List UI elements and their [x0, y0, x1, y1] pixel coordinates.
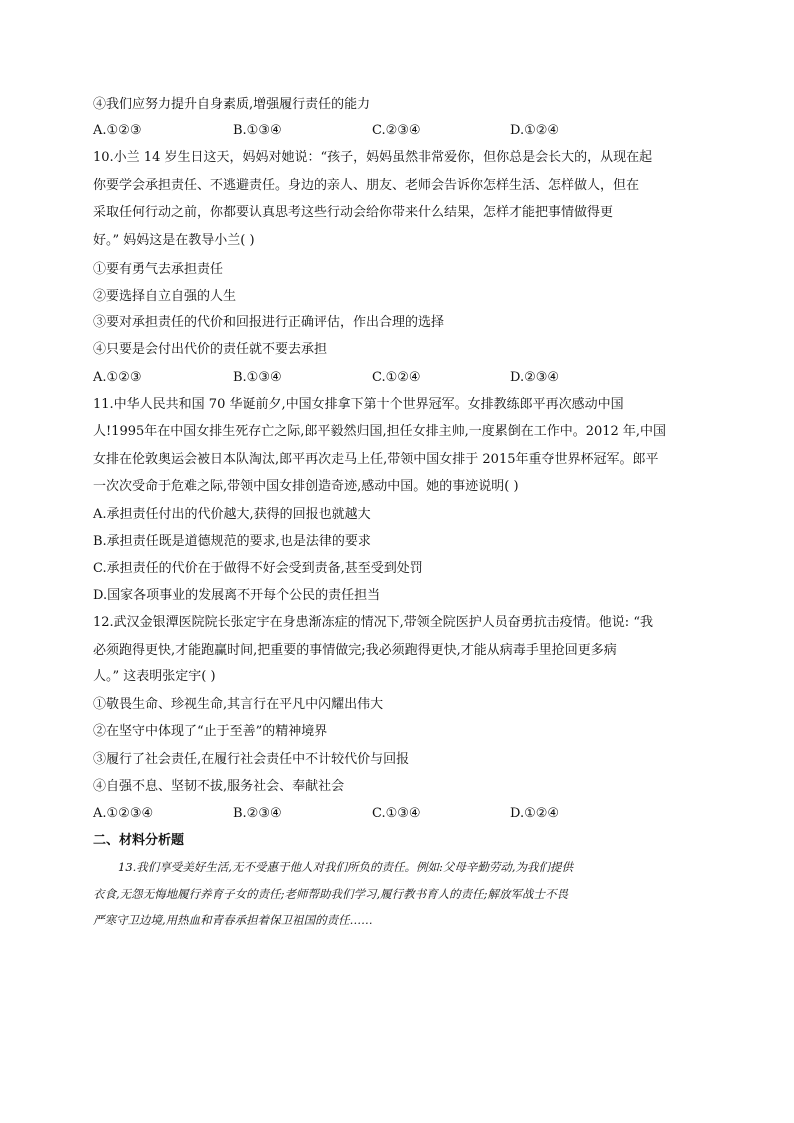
- q12-option-d: D.①②④: [510, 806, 560, 821]
- q10-item-1: ①要有勇气去承担责任: [93, 262, 224, 277]
- q13-material-line-2: 衣食,无怨无悔地履行养育子女的责任;老师帮助我们学习,履行教书育人的责任;解放军战士不畏: [93, 887, 569, 901]
- q10-stem-line-1: 10.小兰 14 岁生日这天，妈妈对她说：“孩子，妈妈虽然非常爱你，但你总是会长大的，从现在起: [93, 150, 653, 165]
- q12-stem-line-2: 必须跑得更快,才能跑赢时间,把重要的事情做完;我必须跑得更快,才能从病毒手里抢回更多病: [93, 643, 617, 658]
- q12-option-a: A.①②③④: [93, 806, 154, 821]
- q11-stem-line-1: 11.中华人民共和国 70 华诞前夕,中国女排拿下第十个世界冠军。女排教练郎平再次感动中国: [93, 397, 624, 412]
- q10-option-d: D.②③④: [510, 370, 560, 385]
- q12-option-b: B.②③④: [233, 806, 282, 821]
- q12-item-2: ②在坚守中体现了“止于至善”的精神境界: [93, 724, 328, 739]
- q10-option-c: C.①②④: [372, 370, 421, 385]
- q9-option-c: C.②③④: [372, 123, 421, 138]
- q9-options: [93, 123, 713, 139]
- q9-option-d: D.①②④: [510, 123, 560, 138]
- q9-item-4: ④我们应努力提升自身素质,增强履行责任的能力: [93, 97, 371, 112]
- q12-item-1: ①敬畏生命、珍视生命,其言行在平凡中闪耀出伟大: [93, 697, 384, 712]
- q11-stem-line-4: 一次次受命于危难之际,带领中国女排创造奇迹,感动中国。她的事迹说明( ): [93, 479, 519, 494]
- q9-option-a: A.①②③: [93, 123, 142, 138]
- q12-option-c: C.①③④: [372, 806, 421, 821]
- q11-choice-c: C.承担责任的代价在于做得不好会受到责备,甚至受到处罚: [93, 561, 423, 576]
- q10-item-2: ②要选择自立自强的人生: [93, 289, 237, 304]
- q10-stem-line-2: 你要学会承担责任、不逃避责任。身边的亲人、朋友、老师会告诉你怎样生活、怎样做人，但在: [93, 178, 640, 193]
- q11-choice-d: D.国家各项事业的发展离不开每个公民的责任担当: [93, 588, 381, 603]
- q13-material-line-3: 严寒守卫边境,用热血和青春承担着保卫祖国的责任……: [93, 913, 373, 927]
- q10-item-4: ④只要是会付出代价的责任就不要去承担: [93, 342, 328, 357]
- q11-stem-line-3: 女排在伦敦奥运会被日本队淘汰,郎平再次走马上任,带领中国女排于 2015年重夺世界杯冠军。郎平: [93, 452, 659, 467]
- q12-item-3: ③履行了社会责任,在履行社会责任中不计较代价与回报: [93, 752, 410, 767]
- q10-option-b: B.①③④: [233, 370, 282, 385]
- q9-option-b: B.①③④: [233, 123, 282, 138]
- q12-stem-line-3: 人。” 这表明张定宇( ): [93, 669, 216, 684]
- q11-choice-b: B.承担责任既是道德规范的要求,也是法律的要求: [93, 534, 371, 549]
- q10-options: [93, 370, 713, 386]
- q10-stem-line-4: 好。” 妈妈这是在教导小兰( ): [93, 233, 255, 248]
- q12-options: [93, 806, 713, 822]
- q10-option-a: A.①②③: [93, 370, 142, 385]
- q12-item-4: ④自强不息、坚韧不拔,服务社会、奉献社会: [93, 779, 345, 794]
- q11-stem-line-2: 人!1995年在中国女排生死存亡之际,郎平毅然归国,担任女排主帅,一度累倒在工作中。2012 年,中国: [93, 424, 667, 439]
- q10-stem-line-3: 采取任何行动之前，你都要认真思考这些行动会给你带来什么结果，怎样才能把事情做得更: [93, 205, 614, 220]
- q13-material-line-1: 13.我们享受美好生活,无不受惠于他人对我们所负的责任。例如:父母辛勤劳动,为我们提供: [118, 860, 573, 874]
- q11-choice-a: A.承担责任付出的代价越大,获得的回报也就越大: [93, 507, 371, 522]
- q10-item-3: ③要对承担责任的代价和回报进行正确评估，作出合理的选择: [93, 315, 445, 330]
- section-heading: 二、材料分析题: [93, 833, 185, 848]
- q12-stem-line-1: 12.武汉金银潭医院院长张定宇在身患渐冻症的情况下,带领全院医护人员奋勇抗击疫情。他说: “我: [93, 615, 653, 630]
